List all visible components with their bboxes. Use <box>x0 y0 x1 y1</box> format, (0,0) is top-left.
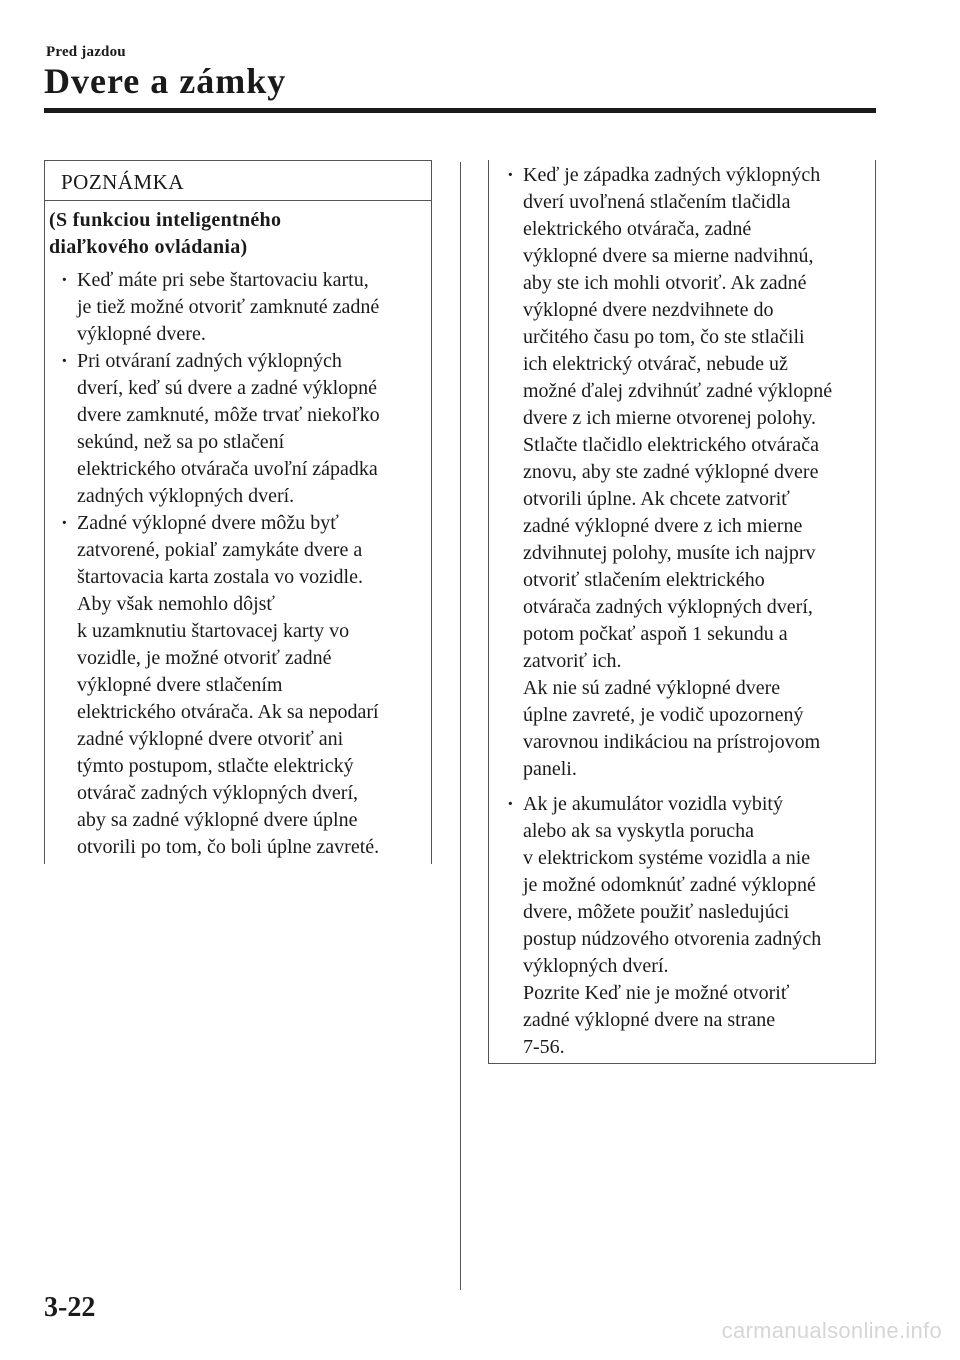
bullet-line: alebo ak sa vyskytla porucha <box>523 820 755 842</box>
note-heading: POZNÁMKA <box>45 161 431 201</box>
bullet-item <box>489 162 875 783</box>
bullet-line: dvere zamknuté, môže trvať niekoľko <box>77 404 380 426</box>
title-rule <box>44 108 876 113</box>
bullet-line: potom počkať aspoň 1 sekundu a <box>523 623 788 645</box>
bullet-line: výklopné dvere nezdvihnete do <box>523 299 774 321</box>
bullet-line: zadné výklopné dvere otvoriť ani <box>77 728 344 750</box>
bullet-item <box>45 267 431 348</box>
note-subheading <box>45 207 431 261</box>
bullet-line: výklopných dverí. <box>523 955 669 977</box>
bullet-item <box>489 791 875 1061</box>
note-bullets-right <box>489 162 875 1061</box>
bullet-line: dverí uvoľnená stlačením tlačidla <box>523 191 791 213</box>
bullet-line: zadné výklopné dvere z ich mierne <box>523 515 803 537</box>
bullet-line: výklopné dvere stlačením <box>77 674 283 696</box>
bullet-item <box>45 510 431 861</box>
bullet-line: aby ste ich mohli otvoriť. Ak zadné <box>523 272 807 294</box>
bullet-line: dverí, keď sú dvere a zadné výklopné <box>77 377 378 399</box>
section-label: Pred jazdou <box>46 44 126 60</box>
bullet-line: znovu, aby ste zadné výklopné dvere <box>523 461 819 483</box>
bullet-line: elektrického otvárača uvoľní západka <box>77 458 378 480</box>
bullet-item <box>45 348 431 510</box>
bullet-line: elektrického otvárača. Ak sa nepodarí <box>77 701 379 723</box>
bullet-line: otvárač zadných výklopných dverí, <box>77 782 359 804</box>
bullet-line: v elektrickom systéme vozidla a nie <box>523 847 811 869</box>
bullet-line: · Zadné výklopné dvere môžu byť <box>77 512 339 534</box>
bullet-line: otvorili po tom, čo boli úplne zavreté. <box>77 836 380 858</box>
bullet-line: možné ďalej zdvihnúť zadné výklopné <box>523 380 833 402</box>
watermark: carmanualsonline.info <box>721 1318 942 1343</box>
bullet-line: výklopné dvere. <box>77 323 206 345</box>
note-bullets-left <box>45 267 431 861</box>
bullet-line: Stlačte tlačidlo elektrického otvárača <box>523 434 819 456</box>
bullet-line: dvere, môžete použiť nasledujúci <box>523 901 790 923</box>
bullet-line: · Keď máte pri sebe štartovaciu kartu, <box>77 269 369 291</box>
note-box <box>44 160 432 864</box>
subheading-line: diaľkového ovládania) <box>49 236 248 258</box>
bullet-line: zdvihnutej polohy, musíte ich najprv <box>523 542 816 564</box>
bullet-line: je tiež možné otvoriť zamknuté zadné <box>77 296 380 318</box>
bullet-line: otvoriť stlačením elektrického <box>523 569 765 591</box>
subheading-line: (S funkciou inteligentného <box>49 209 282 231</box>
page-number: 3-22 <box>44 1292 96 1323</box>
bullet-line: dvere z ich mierne otvorenej polohy. <box>523 407 817 429</box>
bullet-line: určitého času po tom, čo ste stlačili <box>523 326 805 348</box>
bullet-line: Ak nie sú zadné výklopné dvere <box>523 677 781 699</box>
bullet-line: otvorili úplne. Ak chcete zatvoriť <box>523 488 790 510</box>
bullet-line: ich elektrický otvárač, nebude už <box>523 353 788 375</box>
bullet-line: zadných výklopných dverí. <box>77 485 295 507</box>
bullet-line: paneli. <box>523 758 577 780</box>
bullet-line: zatvorené, pokiaľ zamykáte dvere a <box>77 539 363 561</box>
bullet-line: zadné výklopné dvere na strane <box>523 1009 776 1031</box>
bullet-line: úplne zavreté, je vodič upozornený <box>523 704 804 726</box>
bullet-line: štartovacia karta zostala vo vozidle. <box>77 566 363 588</box>
note-continuation-box <box>488 160 876 1064</box>
bullet-line: varovnou indikáciou na prístrojovom <box>523 731 821 753</box>
bullet-line: výklopné dvere sa mierne nadvihnú, <box>523 245 814 267</box>
bullet-line: zatvoriť ich. <box>523 650 622 672</box>
bullet-line: sekúnd, než sa po stlačení <box>77 431 285 453</box>
bullet-line: otvárača zadných výklopných dverí, <box>523 596 813 618</box>
bullet-line: 7-56. <box>523 1036 565 1058</box>
column-divider <box>460 162 461 1290</box>
bullet-line: · Ak je akumulátor vozidla vybitý <box>523 793 783 815</box>
bullet-line: · Pri otváraní zadných výklopných <box>77 350 342 372</box>
bullet-line: vozidle, je možné otvoriť zadné <box>77 647 332 669</box>
bullet-line: · Keď je západka zadných výklopných <box>523 164 821 186</box>
bullet-line: k uzamknutiu štartovacej karty vo <box>77 620 350 642</box>
bullet-line: Aby však nemohlo dôjsť <box>77 593 275 615</box>
bullet-line: týmto postupom, stlačte elektrický <box>77 755 354 777</box>
bullet-line: postup núdzového otvorenia zadných <box>523 928 822 950</box>
bullet-line: elektrického otvárača, zadné <box>523 218 752 240</box>
page-title: Dvere a zámky <box>44 61 287 101</box>
bullet-line: Pozrite Keď nie je možné otvoriť <box>523 982 790 1004</box>
bullet-line: aby sa zadné výklopné dvere úplne <box>77 809 358 831</box>
bullet-line: je možné odomknúť zadné výklopné <box>523 874 816 896</box>
